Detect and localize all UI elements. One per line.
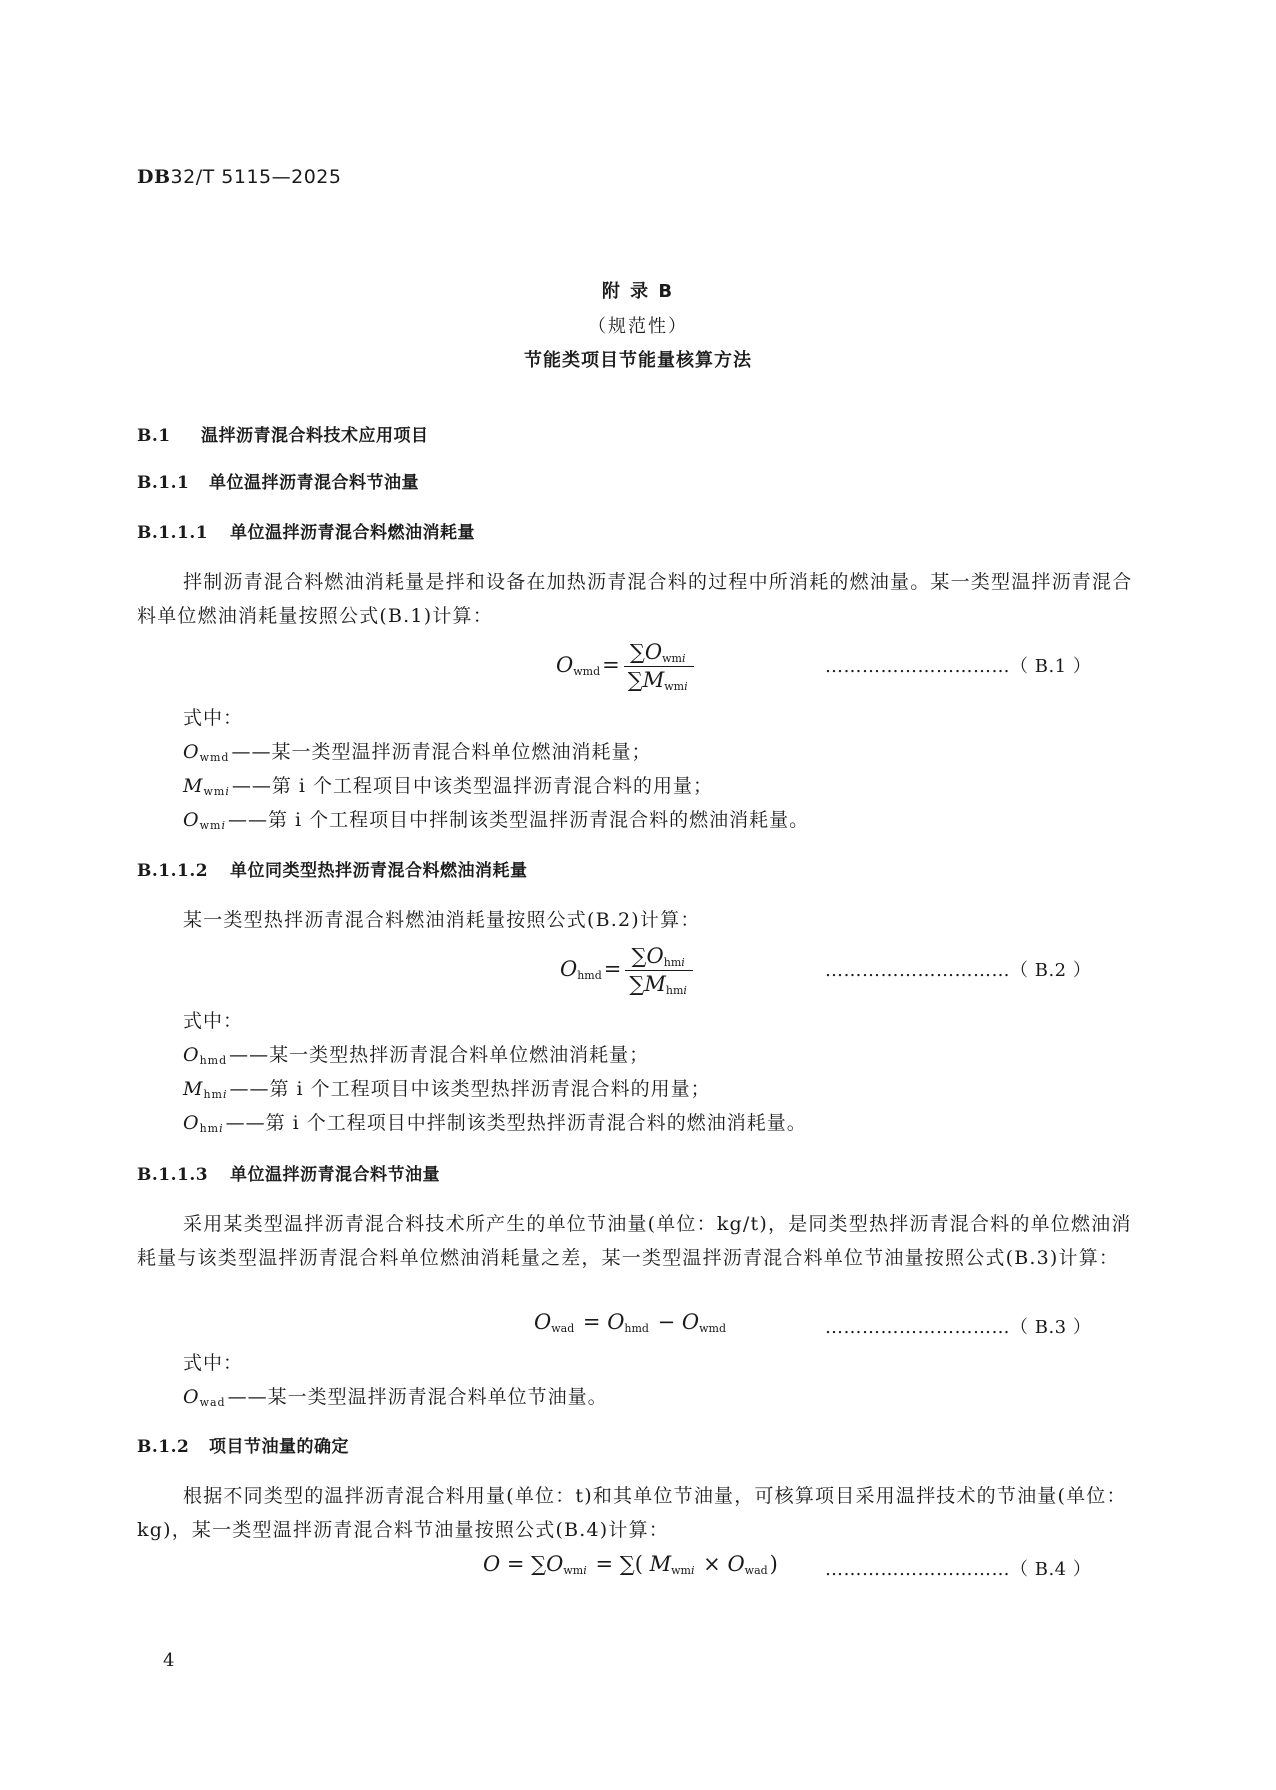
equation-label-b3: …………………………（ B.3 ） xyxy=(825,1317,1092,1338)
appendix-name: 节能类项目节能量核算方法 xyxy=(524,350,752,371)
paragraph-text: 某一类型热拌沥青混合料燃油消耗量按照公式(B.2)计算： xyxy=(183,909,701,931)
definition-line: $M_{hmi}$ ——第 i 个工程项目中该类型热拌沥青混合料的用量； xyxy=(183,1078,711,1101)
paragraph-text: 采用某类型温拌沥青混合料技术所产生的单位节油量(单位：kg/t)，是同类型热拌沥青混合料的单位燃油消耗量与该类型温拌沥青混合料单位燃油消耗量之差，某一类型温拌沥青混合料单位节油量按照公式(B.3)计算： xyxy=(137,1213,1132,1269)
paragraph-2 xyxy=(137,903,1137,937)
where-label: 式中： xyxy=(183,707,244,729)
page-number: 4 xyxy=(163,1650,175,1671)
standard-code: 32/T 5115—2025 xyxy=(170,166,342,188)
definition-line: $O_{wmi}$ ——第 i 个工程项目中拌制该类型温拌沥青混合料的燃油消耗量。 xyxy=(183,809,810,832)
formula-b1: $O_{wmd}=$ $\frac{\sum O_{wmi}}{\sum M_{wmi}}$ xyxy=(556,640,694,693)
standard-number xyxy=(137,166,341,188)
heading-b1-2 xyxy=(137,1432,349,1457)
equation-label-b2: …………………………（ B.2 ） xyxy=(825,960,1092,981)
heading-text: 项目节油量的确定 xyxy=(209,1437,349,1457)
paragraph-4 xyxy=(137,1479,1137,1547)
heading-b1-1 xyxy=(137,468,419,493)
formula-b3: $O_{wad} = O_{hmd} - O_{wmd}$ xyxy=(534,1310,727,1335)
heading-b1-1-1 xyxy=(137,518,475,543)
definition-line: $O_{hmi}$ ——第 i 个工程项目中拌制该类型热拌沥青混合料的燃油消耗量。 xyxy=(183,1112,807,1135)
heading-text: 单位同类型热拌沥青混合料燃油消耗量 xyxy=(230,861,528,881)
definition-line: $O_{wad}$ ——某一类型温拌沥青混合料单位节油量。 xyxy=(183,1386,608,1409)
standard-prefix: DB xyxy=(137,166,171,188)
appendix-title: 附 录 B xyxy=(601,281,675,302)
paragraph-text: 根据不同类型的温拌沥青混合料用量(单位：t)和其单位节油量，可核算项目采用温拌技术的节油量(单位：kg)，某一类型温拌沥青混合料节油量按照公式(B.4)计算： xyxy=(137,1485,1127,1541)
heading-text: 单位温拌沥青混合料节油量 xyxy=(230,1165,440,1185)
equation-label-b1: …………………………（ B.1 ） xyxy=(825,656,1092,677)
heading-number: B.1.1.1 xyxy=(137,523,209,543)
formula-b4: $O = \sum O_{wmi}$ = ∑( $M_{wmi} \times O_{wad}$) xyxy=(483,1552,778,1577)
paragraph-3 xyxy=(137,1207,1137,1275)
where-label: 式中： xyxy=(183,1010,244,1032)
definition-line: $M_{wmi}$ ——第 i 个工程项目中该类型温拌沥青混合料的用量； xyxy=(183,775,714,798)
heading-b1-1-3 xyxy=(137,1160,440,1185)
definition-line: $O_{wmd}$ ——某一类型温拌沥青混合料单位燃油消耗量； xyxy=(183,741,652,764)
heading-number: B.1.2 xyxy=(137,1437,190,1457)
paragraph-text: 拌制沥青混合料燃油消耗量是拌和设备在加热沥青混合料的过程中所消耗的燃油量。某一类型温拌沥青混合料单位燃油消耗量按照公式(B.1)计算： xyxy=(137,571,1133,627)
heading-number: B.1.1 xyxy=(137,473,190,493)
formula-b2: $O_{hmd}=$ $\frac{\sum O_{hmi}}{\sum M_{hmi}}$ xyxy=(560,944,693,997)
definition-line: $O_{hmd}$ ——某一类型热拌沥青混合料单位燃油消耗量； xyxy=(183,1044,650,1067)
heading-text: 温拌沥青混合料技术应用项目 xyxy=(201,426,429,446)
equation-label-b4: …………………………（ B.4 ） xyxy=(825,1559,1092,1580)
heading-text: 单位温拌沥青混合料燃油消耗量 xyxy=(230,523,475,543)
where-label: 式中： xyxy=(183,1352,244,1374)
heading-number: B.1.1.3 xyxy=(137,1165,209,1185)
heading-b1-1-2 xyxy=(137,856,528,881)
paragraph-1 xyxy=(137,565,1137,633)
heading-number: B.1.1.2 xyxy=(137,861,209,881)
heading-text: 单位温拌沥青混合料节油量 xyxy=(209,473,419,493)
heading-b1 xyxy=(137,421,429,446)
appendix-subtitle: （规范性） xyxy=(588,316,688,337)
heading-number: B.1 xyxy=(137,426,171,446)
